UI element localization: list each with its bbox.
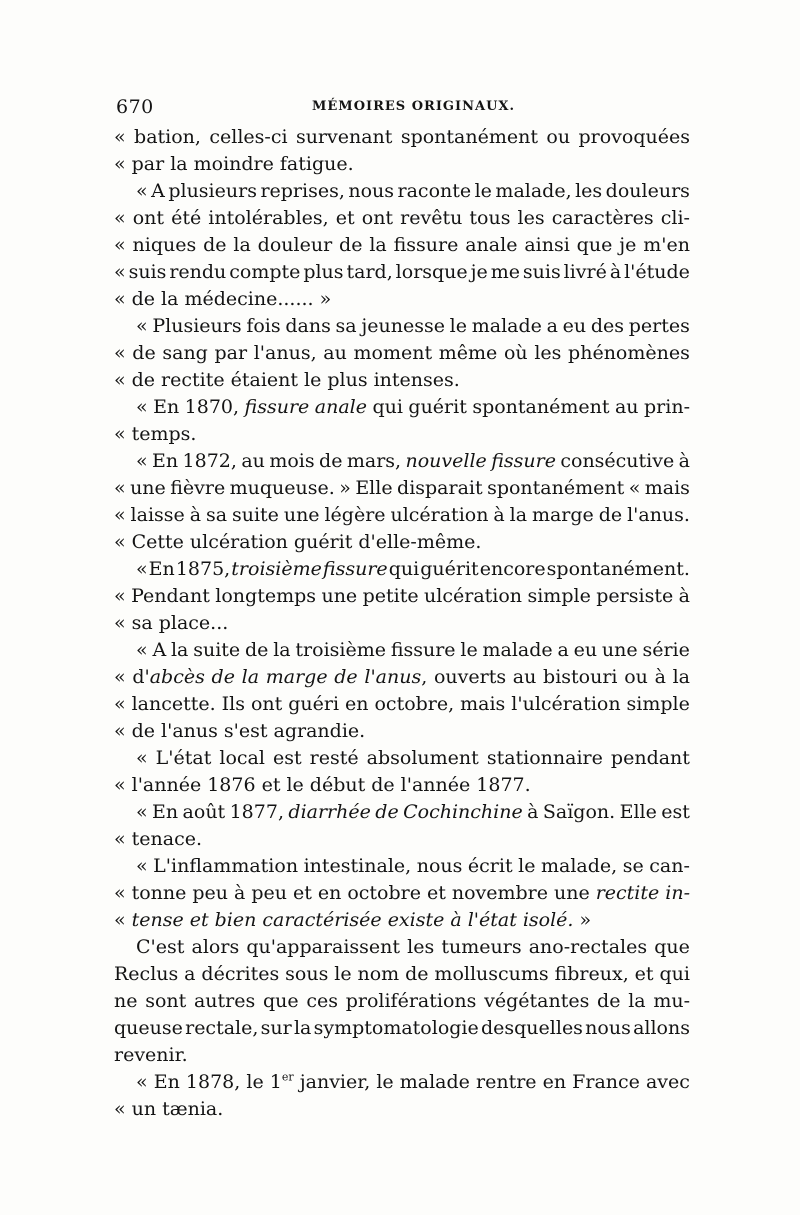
running-head: MÉMOIRES ORIGINAUX.: [312, 99, 516, 114]
text-line: « En 1878, le 1er janvier, le malade rentre en France avec: [136, 1070, 690, 1093]
page-header: [116, 96, 686, 126]
text-line: « laisse à sa suite une légère ulcération à la marge de l'anus.: [114, 504, 690, 526]
text-line: « En 1870, fissure anale qui guérit spontanément au prin-: [136, 396, 690, 418]
text-line: « ont été intolérables, et ont revêtu tous les caractères cli-: [114, 207, 690, 229]
text-line: « A la suite de la troisième fissure le malade a eu une série: [136, 639, 690, 661]
text-line: « temps.: [114, 423, 197, 445]
text-line: « Plusieurs fois dans sa jeunesse le malade a eu des pertes: [136, 315, 690, 337]
text-line: « de l'anus s'est agrandie.: [114, 720, 366, 742]
text-line: « En août 1877, diarrhée de Cochinchine à Saïgon. Elle est: [136, 801, 690, 823]
text-line: « En 1875, troisième fissure qui guérit encore spontanément.: [136, 558, 690, 580]
text-line: « L'état local est resté absolument stationnaire pendant: [136, 747, 690, 769]
text-line: « En 1872, au mois de mars, nouvelle fissure consécutive à: [136, 450, 690, 472]
text-line: « tonne peu à peu et en octobre et novembre une rectite in-: [114, 882, 690, 904]
text-line: « de la médecine...... »: [114, 288, 332, 310]
text-line: « lancette. Ils ont guéri en octobre, mais l'ulcération simple: [114, 693, 690, 715]
text-line: « une fièvre muqueuse. » Elle disparait spontanément « mais: [114, 477, 690, 499]
text-line: « tense et bien caractérisée existe à l'état isolé. »: [114, 909, 592, 931]
text-line: « tenace.: [114, 828, 202, 850]
text-line: « de sang par l'anus, au moment même où les phénomènes: [114, 342, 690, 364]
text-line: Reclus a décrites sous le nom de molluscums fibreux, et qui: [114, 963, 690, 985]
text-line: « un tænia.: [114, 1098, 224, 1120]
text-line: C'est alors qu'apparaissent les tumeurs ano-rectales que: [136, 936, 690, 958]
text-line: « par la moindre fatigue.: [114, 153, 354, 175]
text-line: « de rectite étaient le plus intenses.: [114, 369, 460, 391]
page-number: 670: [116, 96, 154, 118]
text-line: « bation, celles-ci survenant spontanément ou provoquées: [114, 126, 690, 148]
text-line: « A plusieurs reprises, nous raconte le malade, les douleurs: [136, 180, 690, 202]
text-line: queuse rectale, sur la symptomatologie desquelles nous allons: [114, 1017, 690, 1039]
text-line: « Pendant longtemps une petite ulcération simple persiste à: [114, 585, 690, 607]
text-line: « L'inflammation intestinale, nous écrit le malade, se can-: [136, 855, 690, 877]
text-line: revenir.: [114, 1044, 188, 1066]
text-line: « Cette ulcération guérit d'elle-même.: [114, 531, 482, 553]
text-line: « sa place...: [114, 612, 229, 634]
body-text: [114, 124, 690, 1123]
text-line: ne sont autres que ces proliférations végétantes de la mu-: [114, 990, 690, 1012]
text-line: « l'année 1876 et le début de l'année 1877.: [114, 774, 531, 796]
text-line: « niques de la douleur de la fissure anale ainsi que je m'en: [114, 234, 690, 256]
text-line: « suis rendu compte plus tard, lorsque je me suis livré à l'étude: [114, 261, 690, 283]
text-line: « d'abcès de la marge de l'anus, ouverts au bistouri ou à la: [114, 666, 690, 688]
